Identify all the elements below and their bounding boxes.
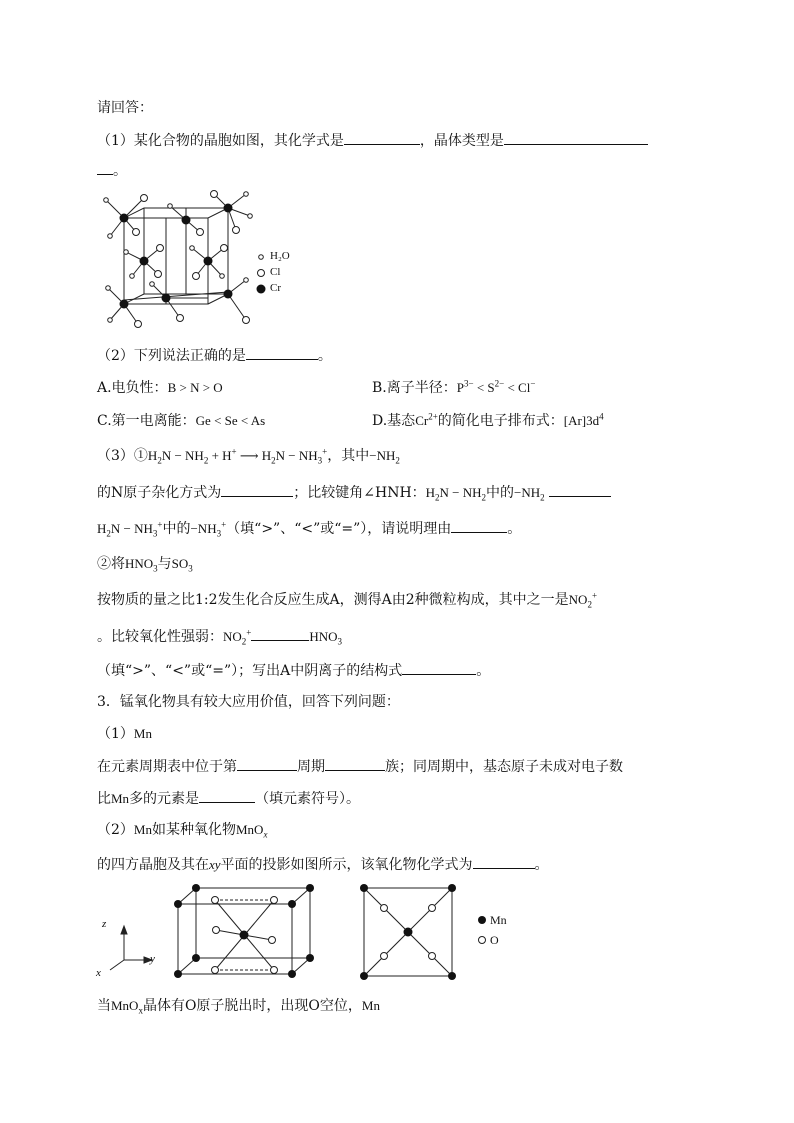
- part3-text-b3: 中的: [486, 485, 515, 501]
- answer-blank-crystal-type[interactable]: [504, 130, 648, 145]
- q3-text-j: 。: [534, 857, 549, 873]
- option-b-expr: $P^{3-} < S^{2-} < Cl^-$: [456, 378, 536, 395]
- question-intro: 请回答：: [97, 100, 153, 116]
- part2-line: [97, 345, 332, 366]
- option-d: [372, 411, 604, 431]
- mnox-formula: MnO$_x$: [235, 822, 268, 840]
- nh2-group: $-NH_2$: [369, 448, 400, 466]
- mn-symbol-2: Mn: [111, 791, 130, 806]
- q3-part1-line2: [97, 756, 623, 777]
- answer-blank-compare1[interactable]: [549, 482, 611, 497]
- q3-text-i: 平面的投影如图所示，该氧化物化学式为: [220, 857, 473, 873]
- q3-text-g: 如某种氧化物: [151, 822, 236, 838]
- q3-text-b: 周期: [297, 759, 325, 775]
- no2-plus-formula-2: $NO_2^+$: [223, 627, 252, 647]
- q3-text-d: 比: [97, 791, 111, 807]
- circled-1: ①: [133, 448, 148, 464]
- legend-cl: Cl: [270, 266, 281, 278]
- answer-blank-hybridization[interactable]: [221, 482, 293, 497]
- answer-blank-structure[interactable]: [402, 660, 476, 675]
- part1-line: [97, 130, 648, 151]
- question3-title: 3．锰氧化物具有较大应用价值，回答下列问题：: [97, 694, 400, 710]
- option-b: [372, 378, 535, 398]
- part2-end: 。: [317, 348, 332, 364]
- axis-z-label: z: [102, 918, 107, 930]
- q3-text-k: 当: [97, 998, 111, 1014]
- nh3-group: $-NH_3^+$: [190, 519, 227, 539]
- part3-text-g2: 。: [476, 663, 491, 679]
- part3-tail: ，其中: [327, 448, 370, 464]
- answer-blank-mn-formula[interactable]: [473, 854, 535, 869]
- part3-line2: [97, 482, 611, 503]
- reaction-equation: $H_2N - NH_2 + H^+$ ⟶ $H_2N - NH_3^+$: [147, 446, 328, 466]
- nh2-group-2: $-NH_2$: [514, 485, 545, 503]
- q3-part2-line2: [97, 854, 549, 875]
- option-a: [97, 378, 223, 398]
- legend-h2o: H₂O: [270, 250, 290, 262]
- hydrazinium-formula: $H_2N - NH_3^+$: [97, 519, 163, 539]
- part3-line7: [97, 660, 490, 681]
- axis-x-label: x: [96, 967, 101, 979]
- part3-text-g: （填“>”、“<”或“=”）；写出A中阴离子的结构式: [97, 663, 403, 679]
- part3-line5: [97, 590, 597, 610]
- cr-crystal-cell-figure: [96, 188, 286, 334]
- part2-text: （2）下列说法正确的是: [97, 348, 246, 364]
- q3-text-a: 在元素周期表中位于第: [97, 759, 237, 775]
- xy-plane: xy: [209, 857, 221, 872]
- q3-text-c: 族；同周期中，基态原子未成对电子数: [385, 759, 623, 775]
- circled-2: ②: [97, 556, 111, 572]
- q3-part2-num: （2）: [97, 822, 134, 838]
- part3-line4: [97, 554, 193, 574]
- mnox-formula-2: MnO$_x$: [111, 998, 143, 1016]
- answer-blank-formula[interactable]: [344, 130, 420, 145]
- part3-text-d1: 将: [111, 556, 125, 572]
- part1-text-a: （1）某化合物的晶胞如图，其化学式是: [97, 133, 344, 149]
- legend-cr: Cr: [270, 282, 281, 294]
- mnox-tetragonal-cell-figure: [96, 880, 516, 986]
- hydrazine-formula: $H_2N - NH_2$: [425, 485, 487, 503]
- part3-line3: [97, 518, 521, 539]
- hno3-formula: $HNO_3$: [125, 556, 158, 574]
- answer-blank-group[interactable]: [325, 756, 385, 771]
- mn-symbol: Mn: [133, 726, 152, 741]
- option-c-label: C.第一电离能：: [97, 413, 196, 429]
- part3-label: （3）: [97, 448, 134, 464]
- bond-angle-text: ；比较键角∠HNH：: [293, 485, 426, 501]
- option-d-ion: $Cr^{2+}$: [415, 411, 438, 428]
- legend-mn: Mn: [490, 913, 507, 927]
- answer-blank-period[interactable]: [237, 756, 297, 771]
- answer-blank-crystal-type-cont[interactable]: [97, 160, 113, 175]
- q3-text-f: （填元素符号）。: [255, 791, 361, 807]
- option-a-expr: B > N > O: [167, 380, 223, 395]
- q3-part1-num: （1）: [97, 726, 134, 742]
- q3-last-line: [97, 996, 380, 1016]
- option-b-label: B.离子半径：: [372, 380, 457, 396]
- part1-text-c: 。: [113, 163, 127, 179]
- legend-o: O: [490, 933, 499, 947]
- answer-blank-element[interactable]: [199, 788, 255, 803]
- hno3-formula-2: $HNO_3$: [309, 629, 343, 647]
- option-c-expr: Ge < Se < As: [195, 413, 266, 428]
- q3-part2-line1: [97, 820, 267, 840]
- so3-formula: $SO_3$: [171, 556, 193, 574]
- option-d-label: D.基态: [372, 413, 416, 429]
- answer-blank-oxidizing[interactable]: [251, 626, 309, 641]
- answer-blank-part2[interactable]: [246, 345, 318, 360]
- hybridization-text: 的N原子杂化方式为: [97, 485, 222, 501]
- option-d-config: $[Ar]3d^4$: [563, 411, 604, 428]
- mn-symbol-3: Mn: [133, 822, 152, 837]
- part3-text-e: 按物质的量之比1:2发生化合反应生成A，测得A由2种微粒构成，其中之一是: [97, 592, 569, 608]
- option-d-mid: 的简化电子排布式：: [437, 413, 564, 429]
- q3-part1-label: [97, 724, 152, 744]
- part1-line2: [97, 160, 127, 181]
- q3-text-e: 多的元素是: [129, 791, 200, 807]
- part1-text-b: ，晶体类型是: [419, 133, 504, 149]
- part3-text-c3: 。: [507, 521, 522, 537]
- q3-text-h: 的四方晶胞及其在: [97, 857, 209, 873]
- option-c: [97, 411, 265, 431]
- axis-y-label: y: [150, 953, 155, 965]
- part3-text-c1: 中的: [162, 521, 191, 537]
- mn-symbol-4: Mn: [361, 998, 380, 1013]
- answer-blank-reason[interactable]: [451, 518, 507, 533]
- no2-plus-formula: $NO_2^+$: [568, 590, 598, 610]
- part3-text-f1: 。比较氧化性强弱：: [97, 629, 223, 645]
- part3-text-c2: （填“>”、“<”或“=”），请说明理由: [226, 521, 452, 537]
- part3-line1: [97, 446, 400, 466]
- q3-part1-line3: [97, 788, 360, 809]
- q3-text-l: 晶体有O原子脱出时，出现O空位，: [142, 998, 362, 1014]
- option-a-label: A.电负性：: [97, 380, 168, 396]
- part3-line6: [97, 626, 342, 647]
- option-d-config-base: [Ar]3d: [563, 413, 600, 428]
- part3-text-d2: 与: [157, 556, 172, 572]
